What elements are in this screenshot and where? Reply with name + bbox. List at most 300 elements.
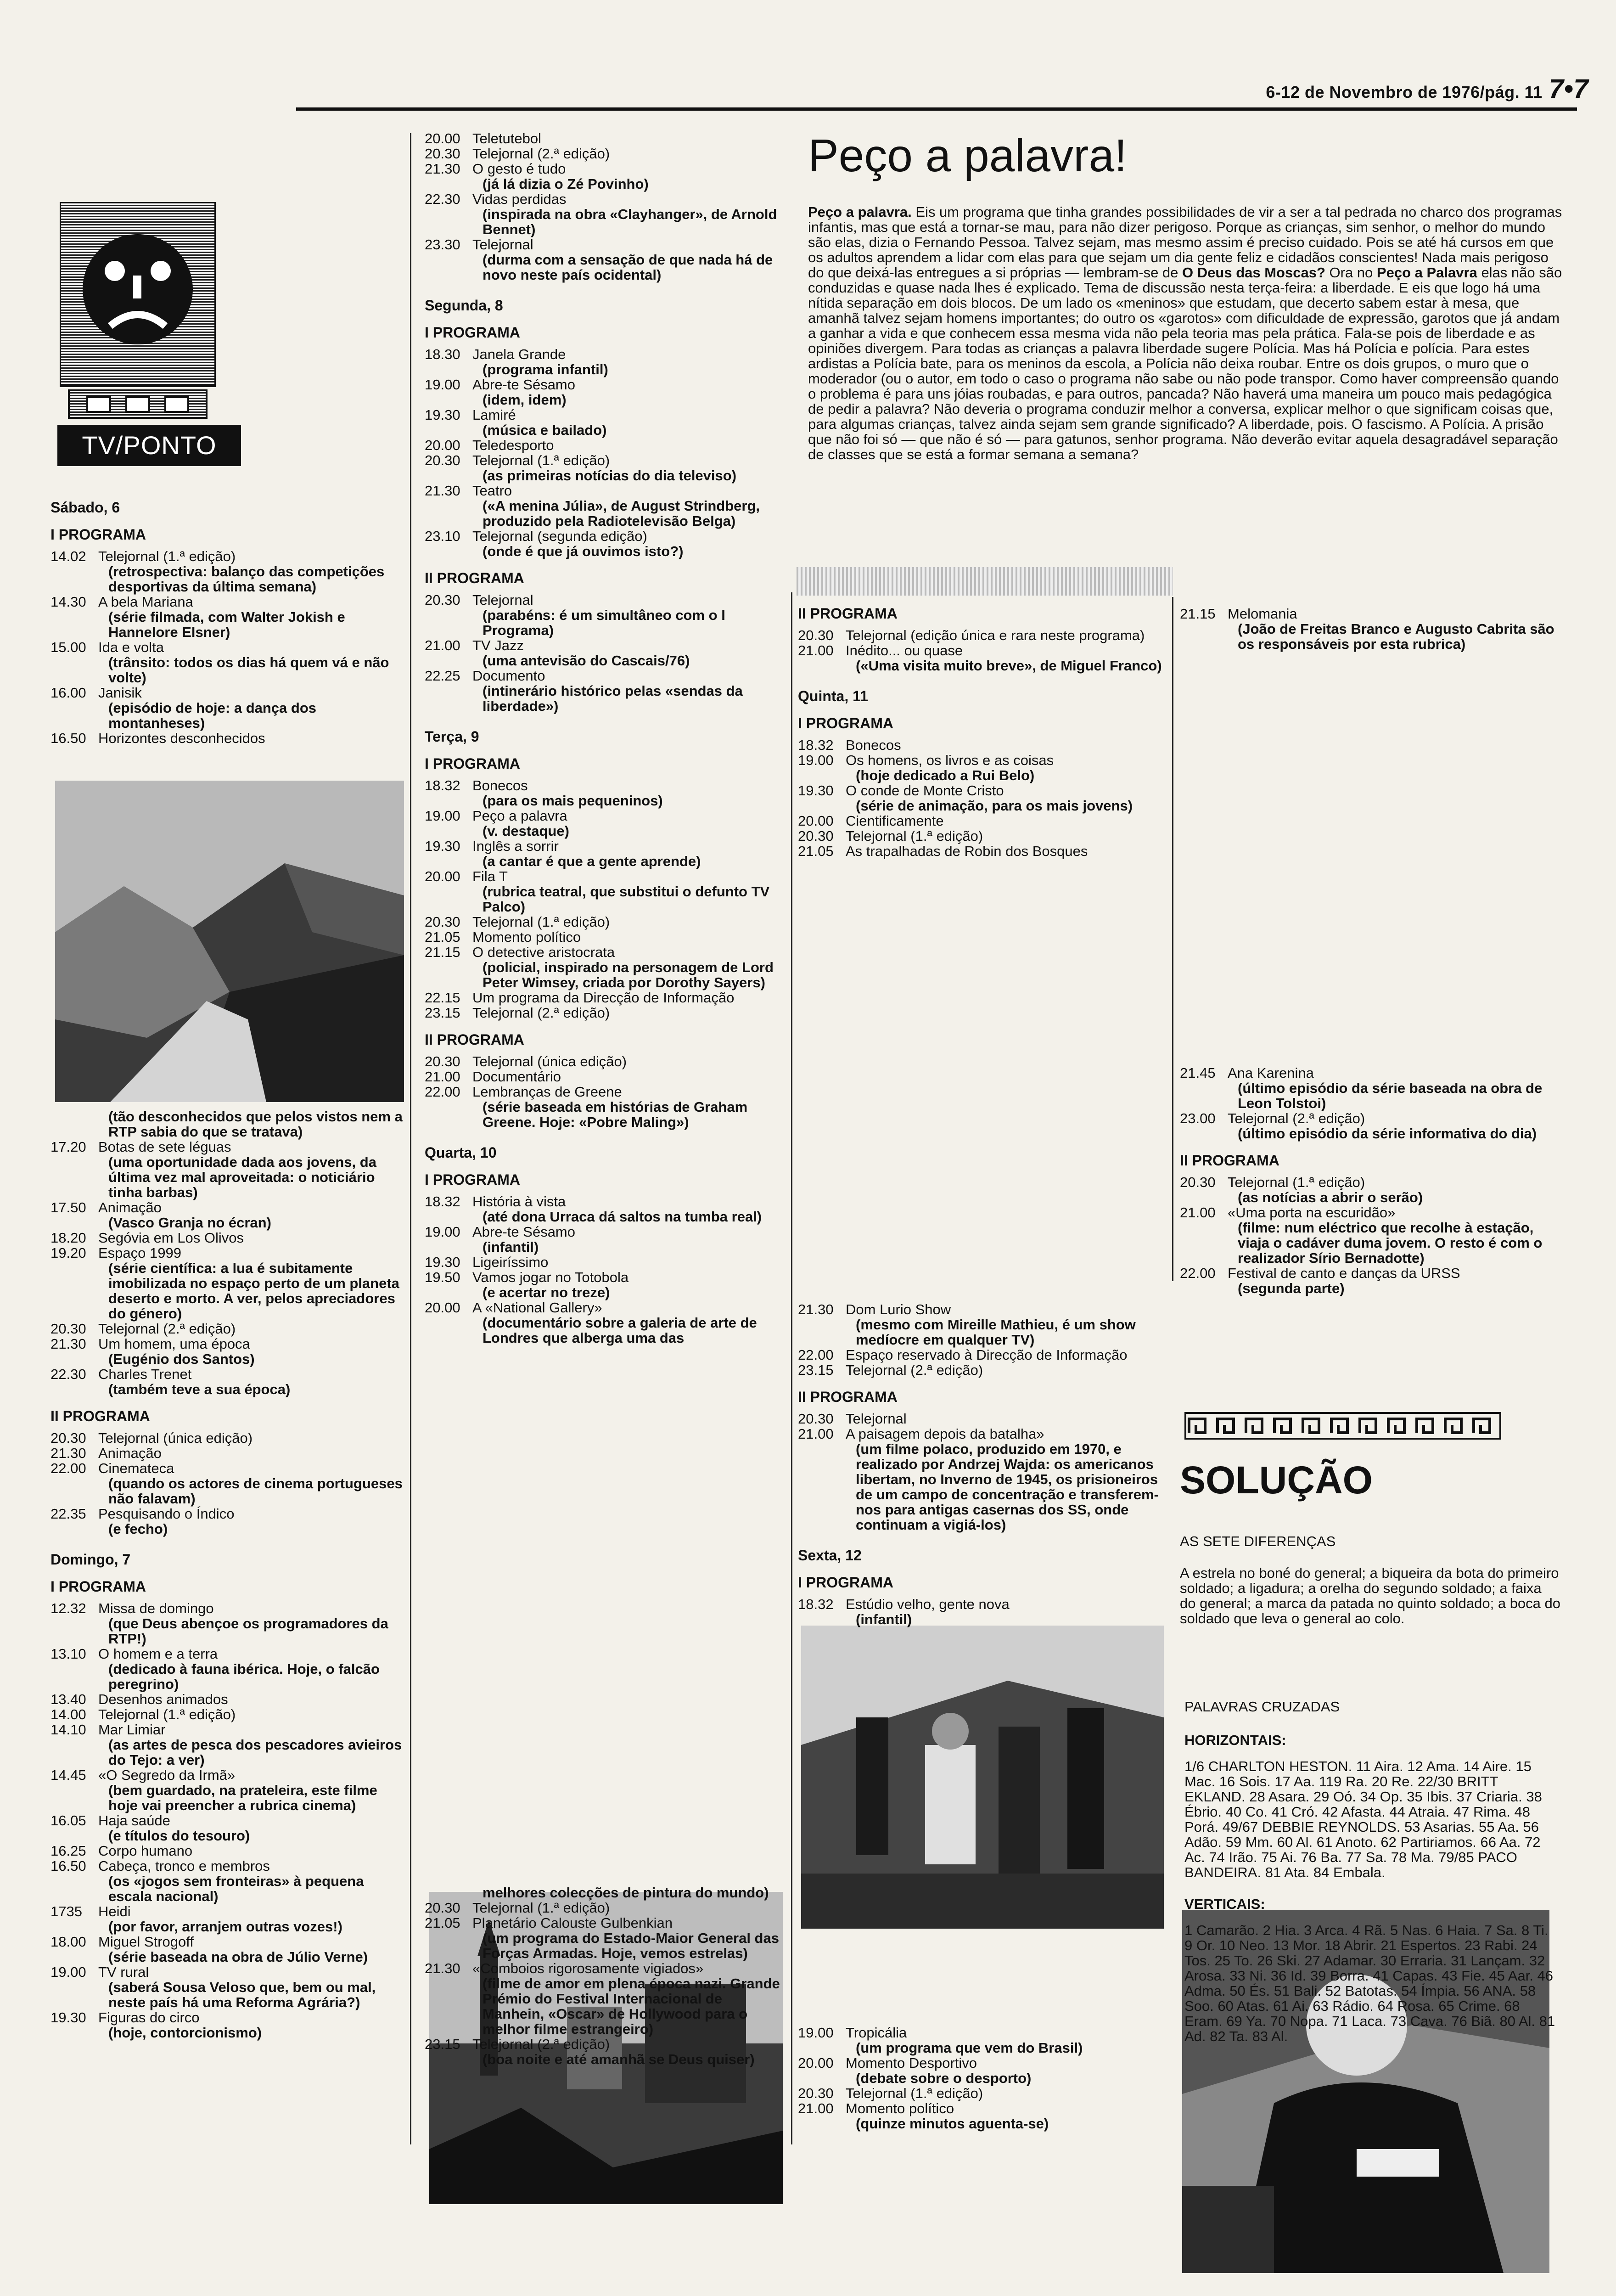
entry-title: O gesto é tudo — [472, 161, 566, 177]
schedule-entry — [798, 628, 1165, 643]
entry-title: História à vista — [472, 1193, 566, 1210]
issue-date-page: 6-12 de Novembro de 1976/pág. 11 — [1266, 83, 1543, 101]
column-2-top — [425, 131, 787, 1345]
vertical-answers: 1 Camarão. 2 Hia. 3 Arca. 4 Rã. 5 Nas. 6 Haia. 7 Sa. 8 Ti. 9 Or. 10 Neo. 13 Mor. 18 Abrir. 21 Espertos. 23 Rabi. 24 Tos. 25 To. 26 Ski. 27 Adamar. 30 Erraria. 31 Lançam. 32 Arosa. 33 Ni. 36 Id. 39 Borra. 41 Capas. 43 Fie. 45 Aar. 46 Adma. 50 És. 51 Bali. 52 Batotas. 54 Ímpia. 56 ANA. 58 Soo. 60 Atas. 61 Ai. 63 Rádio. 64 Rosa. 65 Crime. 68 Eram. 69 Ya. 70 Nopa. 71 Laca. 73 Cava. 76 Biã. 80 Al. 81 Ad. 82 Ta. 83 Al. — [1184, 1922, 1555, 2044]
schedule-entry — [798, 1426, 1165, 1532]
entry-note: (parabéns: é um simultâneo com o I Programa) — [483, 607, 725, 638]
entry-note: (música e bailado) — [483, 422, 607, 438]
entry-time: 20.30 — [798, 828, 834, 844]
entry-time: 12.32 — [50, 1600, 86, 1616]
entry-time: 22.25 — [425, 668, 460, 684]
entry-note: (até dona Urraca dá saltos na tumba real) — [483, 1209, 762, 1225]
entry-time: 18.32 — [425, 1193, 460, 1210]
column-4-middle — [1180, 1065, 1566, 1296]
entry-time: 21.05 — [425, 929, 460, 945]
entry-title: Teletutebol — [472, 130, 541, 146]
entry-title: Charles Trenet — [98, 1366, 192, 1382]
schedule-entry — [425, 869, 787, 914]
program-heading: I PROGRAMA — [50, 1578, 146, 1595]
entry-note: (os «jogos sem fronteiras» à pequena escala nacional) — [108, 1873, 364, 1904]
entry-title: Melomania — [1228, 606, 1297, 622]
entry-note: (já lá dizia o Zé Povinho) — [483, 176, 649, 192]
entry-title: Horizontes desconhecidos — [98, 730, 265, 746]
schedule-entry — [798, 783, 1165, 813]
entry-time: 16.50 — [50, 1858, 86, 1874]
entry-title: Telejornal (segunda edição) — [472, 528, 647, 544]
schedule-entry — [798, 643, 1165, 673]
entry-time: 18.30 — [425, 346, 460, 362]
entry-note: (série baseada na obra de Júlio Verne) — [108, 1949, 368, 1965]
entry-time: 20.30 — [425, 1900, 460, 1916]
entry-title: Cabeça, tronco e membros — [98, 1858, 270, 1874]
entry-note: (a cantar é que a gente aprende) — [483, 853, 701, 869]
entry-note: (as artes de pesca dos pescadores avieiros do Tejo: a ver) — [108, 1737, 402, 1768]
entry-title: O homem e a terra — [98, 1646, 218, 1662]
entry-note: (série científica: a lua é subitamente imobilizada no espaço perto de um planeta deserto e morto. A ver, pelos apreciadores do género) — [108, 1260, 399, 1322]
entry-title: Lembranças de Greene — [472, 1084, 622, 1100]
entry-note: (dedicado à fauna ibérica. Hoje, o falcão peregrino) — [108, 1661, 380, 1692]
entry-note: (um programa que vem do Brasil) — [856, 2040, 1083, 2056]
schedule-entry — [425, 990, 787, 1005]
entry-note: (intinerário histórico pelas «sendas da liberdade») — [483, 683, 743, 714]
entry-note: (série baseada em histórias de Graham Greene. Hoje: «Pobre Maling») — [483, 1099, 748, 1130]
entry-note: (segunda parte) — [1238, 1280, 1345, 1296]
schedule-entry — [425, 529, 787, 559]
entry-title: A bela Mariana — [98, 594, 193, 610]
canyon-photo-graphic — [55, 781, 404, 1102]
entry-title: Desenhos animados — [98, 1691, 228, 1707]
schedule-entry — [425, 347, 787, 377]
tv-logo — [60, 202, 216, 422]
entry-title: Fila T — [472, 868, 508, 884]
schedule-entry — [50, 1843, 409, 1858]
entry-title: O detective aristocrata — [472, 944, 615, 960]
entry-title: «Comboios rigorosamente vigiados» — [472, 1960, 704, 1976]
entry-title: Telejornal (única edição) — [472, 1053, 627, 1069]
entry-time: 20.30 — [1180, 1174, 1216, 1190]
entry-time: 16.00 — [50, 685, 86, 701]
entry-title: Telejornal — [472, 592, 533, 608]
schedule-entry — [50, 549, 409, 594]
entry-note: (rubrica teatral, que substitui o defunto TV Palco) — [483, 884, 770, 915]
schedule-list — [425, 347, 787, 559]
entry-time: 20.30 — [425, 452, 460, 468]
entry-note: (série de animação, para os mais jovens) — [856, 798, 1133, 814]
entry-time: 22.30 — [50, 1366, 86, 1382]
entry-title: Abre-te Sésamo — [472, 1224, 575, 1240]
entry-title: Telejornal (2.ª edição) — [846, 1362, 983, 1378]
schedule-list — [798, 1597, 1165, 1627]
schedule-entry — [798, 1411, 1165, 1426]
crossword-title: PALAVRAS CRUZADAS — [1184, 1699, 1340, 1715]
schedule-list — [425, 1900, 787, 2067]
entry-time: 21.00 — [798, 2100, 834, 2116]
entry-time: 16.05 — [50, 1812, 86, 1829]
schedule-entry — [50, 1446, 409, 1461]
vertical-label: VERTICAIS: — [1184, 1896, 1265, 1912]
entry-time: 19.00 — [425, 377, 460, 393]
schedule-list — [1180, 1175, 1566, 1296]
schedule-entry — [50, 640, 409, 685]
entry-note: (um programa do Estado-Maior General das Forças Armadas. Hoje, vemos estrelas) — [483, 1930, 779, 1961]
entry-title: Ligeiríssimo — [472, 1254, 549, 1270]
schedule-entry — [50, 1506, 409, 1536]
entry-title: Bonecos — [846, 737, 901, 753]
schedule-entry — [50, 1461, 409, 1506]
costume-photo — [801, 1626, 1164, 1929]
schedule-entry — [50, 1321, 409, 1336]
schedule-entry — [50, 1767, 409, 1813]
schedule-entry — [50, 1707, 409, 1722]
landscape-photo — [55, 781, 404, 1102]
entry-time: 20.30 — [425, 914, 460, 930]
entry-title: Momento Desportivo — [846, 2055, 977, 2071]
schedule-list — [425, 1194, 787, 1345]
entry-note: (boa noite e até amanhã se Deus quiser) — [483, 2051, 755, 2067]
entry-title: Telejornal (1.ª edição) — [472, 452, 610, 468]
schedule-entry — [50, 1200, 409, 1230]
entry-time: 23.00 — [1180, 1110, 1216, 1126]
program-heading: I PROGRAMA — [425, 324, 520, 341]
entry-note: («Uma visita muito breve», de Miguel Franco) — [856, 658, 1162, 674]
entry-time: 23.15 — [425, 1005, 460, 1021]
schedule-entry — [425, 592, 787, 638]
entry-time: 18.32 — [425, 777, 460, 793]
day-heading-wednesday: Quarta, 10 — [425, 1144, 497, 1161]
schedule-entry — [425, 929, 787, 945]
schedule-entry — [798, 2055, 1165, 2086]
entry-title: Animação — [98, 1199, 162, 1216]
entry-note: («A menina Júlia», de August Strindberg, produzido pela Radiotelevisão Belga) — [483, 498, 760, 529]
article-reference: O Deus das Moscas? — [1182, 264, 1325, 281]
entry-note: (e fecho) — [108, 1521, 168, 1537]
entry-note: (quando os actores de cinema portugueses não falavam) — [108, 1475, 403, 1507]
schedule-list — [798, 1411, 1165, 1532]
halftone-band — [797, 567, 1173, 596]
program-heading: II PROGRAMA — [1180, 1152, 1279, 1169]
entry-title: Figuras do circo — [98, 2009, 200, 2026]
schedule-entry — [50, 1139, 409, 1200]
continued-note: melhores colecções de pintura do mundo) — [483, 1885, 769, 1901]
entry-note: (v. destaque) — [483, 823, 569, 839]
sad-tv-icon — [60, 202, 216, 422]
entry-time: 14.30 — [50, 594, 86, 610]
program-heading: I PROGRAMA — [425, 1171, 520, 1188]
schedule-entry — [50, 731, 409, 746]
entry-title: Telejornal (2.ª edição) — [472, 2036, 610, 2052]
entry-note: (filme de amor em plena época nazi. Grande Prémio do Festival Internacional de Manhein, «Oscar» de Hollywood para o melhor filme estrangeiro) — [483, 1975, 780, 2037]
entry-title: Abre-te Sésamo — [472, 377, 575, 393]
entry-title: Pesquisando o Índico — [98, 1506, 235, 1522]
entry-note: (infantil) — [856, 1611, 912, 1627]
entry-time: 21.05 — [798, 843, 834, 859]
schedule-entry — [1180, 1205, 1566, 1266]
schedule-entry — [50, 1858, 409, 1904]
entry-title: A «National Gallery» — [472, 1300, 602, 1316]
entry-time: 14.45 — [50, 1767, 86, 1783]
entry-title: Janisik — [98, 685, 142, 701]
entry-note: (documentário sobre a galeria de arte de Londres que alberga uma das — [483, 1315, 757, 1346]
column-2-bottom — [425, 1885, 787, 2067]
entry-time: 20.30 — [425, 1053, 460, 1069]
schedule-entry — [425, 1915, 787, 1961]
solution-subtitle: AS SETE DIFERENÇAS — [1180, 1533, 1336, 1549]
schedule-entry — [50, 2010, 409, 2040]
entry-time: 21.15 — [425, 944, 460, 960]
entry-time: 18.32 — [798, 1596, 834, 1612]
entry-time: 21.05 — [425, 1915, 460, 1931]
schedule-list — [798, 628, 1165, 673]
entry-note: (Eugénio dos Santos) — [108, 1351, 255, 1367]
entry-time: 20.00 — [798, 813, 834, 829]
entry-note: (bem guardado, na prateleira, este filme hoje vai preencher a rubrica cinema) — [108, 1782, 377, 1813]
entry-note: (programa infantil) — [483, 361, 608, 377]
entry-title: Ana Karenina — [1228, 1065, 1314, 1081]
entry-time: 21.30 — [425, 161, 460, 177]
column-4-top — [1180, 606, 1566, 652]
entry-time: 23.15 — [425, 2036, 460, 2052]
day-heading-saturday: Sábado, 6 — [50, 499, 120, 516]
entry-time: 20.30 — [425, 592, 460, 608]
entry-title: As trapalhadas de Robin dos Bosques — [846, 843, 1088, 859]
entry-title: Haja saúde — [98, 1812, 170, 1829]
entry-time: 23.15 — [798, 1362, 834, 1378]
day-heading-monday: Segunda, 8 — [425, 297, 503, 314]
entry-title: Teatro — [472, 483, 512, 499]
entry-time: 19.20 — [50, 1245, 86, 1261]
schedule-entry — [50, 1230, 409, 1245]
schedule-entry — [425, 438, 787, 453]
schedule-list — [425, 592, 787, 714]
entry-title: Um homem, uma época — [98, 1336, 250, 1352]
schedule-entry — [50, 1904, 409, 1934]
article-paragraph: Ora no — [1329, 264, 1373, 281]
solution-text: A estrela no boné do general; a biqueira da bota do primeiro soldado; a ligadura; a orelha do segundo soldado; a faixa do general; a marca da patada no quinto soldado; a boca do soldado que leva o general ao colo. — [1180, 1565, 1561, 1626]
entry-time: 19.30 — [425, 1254, 460, 1270]
schedule-entry — [798, 1362, 1165, 1378]
column-divider — [410, 133, 411, 2144]
entry-time: 16.25 — [50, 1843, 86, 1859]
entry-time: 16.50 — [50, 730, 86, 746]
entry-title: Documento — [472, 668, 545, 684]
schedule-entry — [425, 778, 787, 808]
entry-title: Telejornal (única edição) — [98, 1430, 253, 1446]
entry-note: (um filme polaco, produzido em 1970, e realizado por Andrzej Wajda: os americanos libertam, no Inverno de 1945, os prisioneiros de um campo de concentração e transferem-nos para antigas casernas dos SS, onde continuam a vigiá-los) — [856, 1441, 1159, 1533]
costumed-group-graphic — [801, 1626, 1164, 1929]
entry-time: 22.30 — [425, 191, 460, 207]
schedule-entry — [425, 808, 787, 838]
entry-note: (último episódio da série informativa do dia) — [1238, 1125, 1537, 1142]
entry-time: 23.10 — [425, 528, 460, 544]
entry-note: (também teve a sua época) — [108, 1381, 291, 1397]
entry-title: Teledesporto — [472, 437, 554, 453]
entry-time: 21.00 — [1180, 1204, 1216, 1221]
entry-title: Telejornal (1.ª edição) — [846, 2085, 983, 2101]
entry-title: Botas de sete léguas — [98, 1139, 231, 1155]
entry-title: Telejornal (2.ª edição) — [1228, 1110, 1365, 1126]
entry-time: 19.30 — [425, 838, 460, 854]
entry-title: Os homens, os livros e as coisas — [846, 752, 1054, 768]
schedule-entry — [798, 813, 1165, 828]
schedule-entry — [50, 1813, 409, 1843]
entry-note: (hoje dedicado a Rui Belo) — [856, 767, 1035, 783]
entry-note: (último episódio da série baseada na obra de Leon Tolstoi) — [1238, 1080, 1543, 1111]
schedule-entry — [425, 237, 787, 282]
entry-note: (inspirada na obra «Clayhanger», de Arnold Bennet) — [483, 206, 777, 237]
entry-time: 19.30 — [50, 2009, 86, 2026]
entry-note: (saberá Sousa Veloso que, bem ou mal, neste país há uma Reforma Agrária?) — [108, 1979, 376, 2010]
schedule-entry — [1180, 1065, 1566, 1111]
entry-note: (infantil) — [483, 1239, 539, 1255]
entry-note: (que Deus abençoe os programadores da RTP!) — [108, 1615, 388, 1647]
schedule-list — [1180, 606, 1566, 652]
schedule-list — [798, 1302, 1165, 1378]
entry-title: Momento político — [846, 2100, 954, 2116]
entry-time: 20.00 — [425, 130, 460, 146]
entry-time: 20.30 — [425, 146, 460, 162]
entry-title: Corpo humano — [98, 1843, 193, 1859]
entry-time: 18.32 — [798, 737, 834, 753]
entry-title: Telejornal (1.ª edição) — [98, 548, 236, 564]
program-heading: II PROGRAMA — [425, 570, 524, 586]
entry-title: Telejornal (2.ª edição) — [98, 1321, 236, 1337]
entry-note: (quinze minutos aguenta-se) — [856, 2116, 1049, 2132]
horizontal-answers: 1/6 CHARLTON HESTON. 11 Aira. 12 Ama. 14 Aire. 15 Mac. 16 Sois. 17 Aa. 119 Ra. 20 Re. 22/30 BRITT EKLAND. 28 Asara. 29 Oó. 34 Op. 35 Ibis. 37 Criaria. 38 Ébrio. 40 Co. 41 Cró. 42 Afasta. 44 Atraia. 47 Rima. 48 Porá. 49/67 DEBBIE REYNOLDS. 53 Asarias. 55 Aa. 56 Adão. 59 Mm. 60 Al. 61 Anoto. 62 Partiriamos. 66 Aa. 72 Ac. 74 Irão. 75 Ai. 76 Ba. 77 Sa. 78 Ma. 79/85 PACO BANDEIRA. 81 Ata. 84 Embala. — [1184, 1758, 1542, 1880]
schedule-entry — [1180, 1266, 1566, 1296]
entry-title: Inédito... ou quase — [846, 642, 963, 658]
entry-time: 15.00 — [50, 639, 86, 655]
schedule-entry — [50, 1722, 409, 1767]
article-paragraph: elas não são conduzidas e quase nada lhes é explicado. Tema de discussão nesta terça-feira: a liberdade. E eis que logo há uma nítida separação em dois blocos. De um lado os «meninos» que estudam, que decerto sabem estar à mesa, que amanhã talvez sejam homens importantes; do outro os «garotos» com dificuldade de expressão, garotos que já andam a ganhar a vida e que conhecem essa mesma vida não pela teoria mas pela prática. Fala-se pois de liberdade e as opiniões divergem. Para todas as crianças a palavra liberdade sugere Polícia. Mas há Polícia e polícia. Para estes ardistas a Polícia bate, para os meninos da escola, a Polícia não deixa roubar. Entre os dois grupos, o muro que o moderador (ou o autor, em todo o caso o programa não sabe ou não pode transpor. Como haver compreensão quando o problema é para uns jóias roubadas, e para outros, pancada? Não haverá uma maneira um pouco mais pedagógica de pedir a palavra? Não deveria o programa conduzir melhor a conversa, explicar melhor o que significam coisas que, para algumas crianças, talvez ainda sejam sem grande significado? A liberdade, pois. O fascismo. A Polícia. A prisão que não foi só — que não é só — para gatunos, senhor programa. Não deverão evitar aquela desagradável separação de classes que se está a formar semana a semana? — [808, 264, 1562, 462]
schedule-entry — [425, 377, 787, 407]
entry-time: 19.30 — [425, 407, 460, 423]
entry-time: 19.30 — [798, 782, 834, 799]
entry-time: 21.30 — [50, 1445, 86, 1461]
entry-note: (por favor, arranjem outras vozes!) — [108, 1919, 342, 1935]
schedule-entry — [50, 1692, 409, 1707]
top-rule — [296, 107, 1577, 111]
schedule-entry — [425, 131, 787, 146]
entry-title: TV Jazz — [472, 637, 524, 653]
entry-time: 14.02 — [50, 548, 86, 564]
entry-note: (retrospectiva: balanço das competições desportivas da última semana) — [108, 563, 385, 595]
schedule-entry — [425, 1084, 787, 1130]
article-headline: Peço a palavra! — [808, 130, 1127, 181]
entry-note: (idem, idem) — [483, 392, 567, 408]
entry-time: 14.10 — [50, 1722, 86, 1738]
schedule-entry — [425, 1005, 787, 1020]
schedule-entry — [425, 1270, 787, 1300]
publication-logo: 7•7 — [1549, 74, 1588, 104]
solution-heading: SOLUÇÃO — [1180, 1458, 1373, 1502]
entry-title: Dom Lurio Show — [846, 1301, 951, 1317]
horizontal-label: HORIZONTAIS: — [1184, 1732, 1286, 1748]
schedule-entry — [798, 2101, 1165, 2131]
schedule-entry — [425, 146, 787, 161]
entry-note: (para os mais pequeninos) — [483, 793, 663, 809]
schedule-entry — [425, 945, 787, 990]
schedule-entry — [50, 1367, 409, 1397]
program-heading: I PROGRAMA — [425, 755, 520, 772]
schedule-list — [50, 549, 409, 746]
entry-title: Momento político — [472, 929, 581, 945]
column-divider — [791, 592, 792, 2144]
entry-title: Estúdio velho, gente nova — [846, 1596, 1010, 1612]
schedule-entry — [50, 594, 409, 640]
entry-time: 21.30 — [425, 483, 460, 499]
entry-time: 20.00 — [798, 2055, 834, 2071]
entry-time: 22.00 — [425, 1084, 460, 1100]
entry-title: Vidas perdidas — [472, 191, 567, 207]
entry-note: (onde é que já ouvimos isto?) — [483, 543, 684, 559]
entry-time: 21.15 — [1180, 606, 1216, 622]
entry-title: Cinemateca — [98, 1460, 174, 1476]
entry-time: 14.00 — [50, 1706, 86, 1722]
schedule-entry — [425, 2037, 787, 2067]
schedule-entry — [425, 1961, 787, 2037]
schedule-entry — [425, 161, 787, 191]
entry-title: Um programa da Direcção de Informação — [472, 990, 735, 1006]
schedule-entry — [425, 1194, 787, 1224]
schedule-entry — [798, 2086, 1165, 2101]
program-heading: II PROGRAMA — [425, 1031, 524, 1048]
schedule-entry — [425, 483, 787, 529]
entry-title: Festival de canto e danças da URSS — [1228, 1265, 1460, 1281]
entry-time: 20.30 — [50, 1430, 86, 1446]
schedule-list — [50, 1139, 409, 1397]
entry-note: (série filmada, com Walter Jokish e Hannelore Elsner) — [108, 609, 345, 640]
schedule-entry — [1180, 606, 1566, 652]
entry-title: Espaço 1999 — [98, 1245, 181, 1261]
schedule-list — [425, 1054, 787, 1130]
entry-title: Peço a palavra — [472, 808, 567, 824]
entry-time: 21.30 — [425, 1960, 460, 1976]
entry-title: Heidi — [98, 1903, 131, 1919]
schedule-entry — [50, 1430, 409, 1446]
entry-note: (debate sobre o desporto) — [856, 2070, 1032, 2086]
entry-title: Telejornal (2.ª edição) — [472, 146, 610, 162]
entry-time: 18.20 — [50, 1230, 86, 1246]
entry-time: 23.30 — [425, 236, 460, 253]
entry-title: Lamiré — [472, 407, 516, 423]
crossword-solution — [1184, 1699, 1556, 2044]
entry-time: 22.00 — [1180, 1265, 1216, 1281]
entry-note: (episódio de hoje: a dança dos montanheses) — [108, 700, 317, 731]
entry-note: (e títulos do tesouro) — [108, 1828, 250, 1844]
section-label: TV/PONTO — [57, 425, 241, 466]
schedule-list — [1180, 1065, 1566, 1141]
entry-time: 17.20 — [50, 1139, 86, 1155]
schedule-entry — [425, 838, 787, 869]
entry-time: 21.00 — [425, 1069, 460, 1085]
schedule-entry — [50, 1245, 409, 1321]
column-3-middle — [798, 1302, 1165, 1627]
schedule-list — [798, 737, 1165, 859]
entry-title: O conde de Monte Cristo — [846, 782, 1004, 799]
entry-title: Telejornal (2.ª edição) — [472, 1005, 610, 1021]
entry-title: Telejornal (1.ª edição) — [98, 1706, 236, 1722]
entry-time: 1735 — [50, 1903, 82, 1919]
schedule-list — [798, 2025, 1165, 2131]
schedule-entry — [798, 2025, 1165, 2055]
column-1-top — [50, 484, 409, 746]
schedule-entry — [798, 828, 1165, 844]
column-3-top — [798, 606, 1165, 859]
entry-time: 17.50 — [50, 1199, 86, 1216]
article-body — [808, 204, 1566, 462]
spiral-border-icon — [1184, 1412, 1501, 1440]
day-heading-friday: Sexta, 12 — [798, 1547, 862, 1564]
